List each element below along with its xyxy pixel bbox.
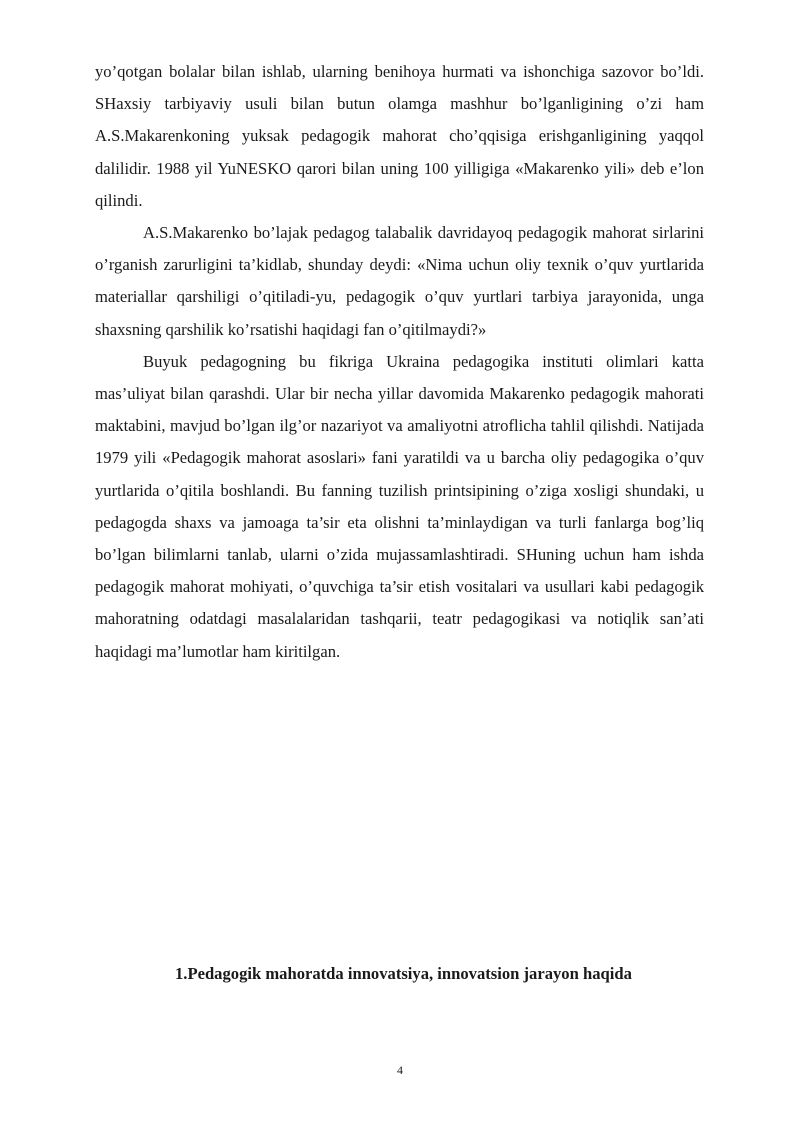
paragraph-1: yo’qotgan bolalar bilan ishlab, ularning benihoya hurmati va ishonchiga sazovor bo’ldi. SHaxsiy tarbiyaviy usuli bilan butun olamga mashhur bo’lganligining o’zi ham A.S.Makarenkoning yuksak pedagogik mahorat cho’qqisiga erishganligining yaqqol dalilidir. 1988 yil YuNESKO qarori bilan uning 100 yilligiga «Makarenko yili» deb e’lon qilindi. — [95, 62, 704, 210]
paragraph-3: Buyuk pedagogning bu fikriga Ukraina pedagogika instituti olimlari katta mas’uliyat bilan qarashdi. Ular bir necha yillar davomida Makarenko pedagogik mahorati maktabini, mavjud bo’lgan ilg’or nazariyot va amaliyotni atroflicha tahlil qilishdi. Natijada 1979 yili «Pedagogik mahorat asoslari» fani yaratildi va u barcha oliy pedagogika o’quv yurtlarida o’qitila boshlandi. Bu fanning tuzilish printsipining o’ziga xosligi shundaki, u pedagogda shaxs va jamoaga ta’sir eta olishni ta’minlaydigan va turli fanlarga bog’liq bo’lgan bilimlarni tanlab, ularni o’zida mujassamlashtiradi. SHuning uchun ham ishda pedagogik mahorat mohiyati, o’quvchiga ta’sir etish vositalari va usullari kabi pedagogik mahoratning odatdagi masalalaridan tashqarii, teatr pedagogikasi va notiqlik san’ati haqidagi ma’lumotlar ham kiritilgan. — [95, 351, 704, 661]
paragraph-2: A.S.Makarenko bo’lajak pedagog talabalik davridayoq pedagogik mahorat sirlarini o’rganish zarurligini ta’kidlab, shunday deydi: «Nima uchun oliy texnik o’quv yurtlarida materiallar qarshiligi o’qitiladi-yu, pedagogik o’quv yurtlari tarbiya jarayonida, unga shaxsning qarshilik ko’rsatishi haqidagi fan o’qitilmaydi?» — [95, 223, 704, 339]
page-number: 4 — [397, 1063, 403, 1077]
body-text — [95, 56, 704, 668]
section-heading: 1.Pedagogik mahoratda innovatsiya, innovatsion jarayon haqida — [175, 964, 632, 983]
